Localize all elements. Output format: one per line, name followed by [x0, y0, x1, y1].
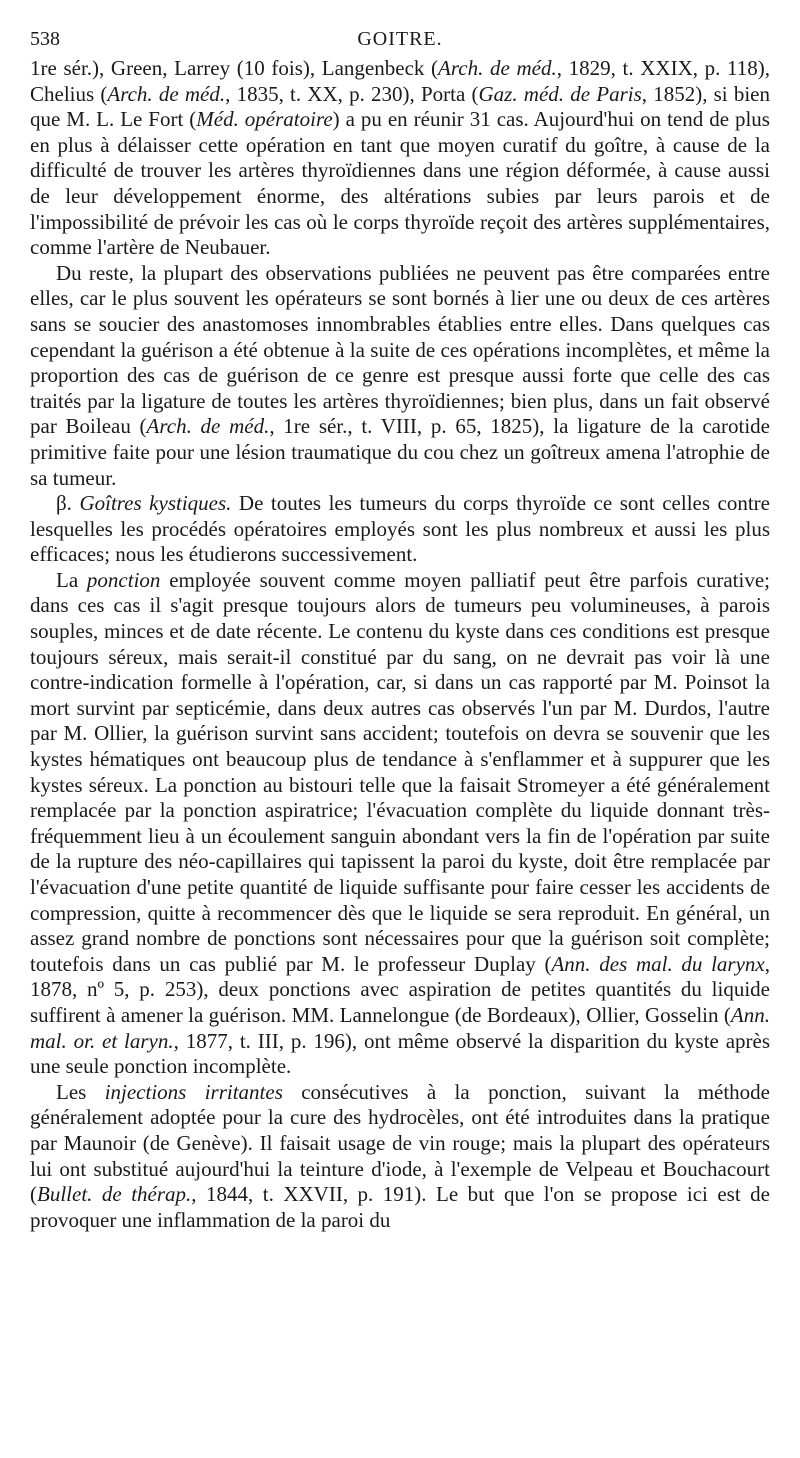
text-run: , 1829, t. XXIX, p. 118), Chelius (	[30, 56, 770, 106]
paragraph	[30, 261, 770, 491]
running-head	[30, 28, 770, 56]
text-run: 1re sér.), Green, Larrey (10 fois), Langenbeck (	[30, 56, 439, 80]
body-text	[30, 56, 770, 1233]
text-run: Du reste, la plupart des observations publiées ne peuvent pas être comparées entre elles, car le plus souvent les opérateurs se sont bornés à lier une ou deux de ces artères sans se soucier des anastomoses innombrables établies entre elles. Dans quelques cas cependant la guérison a été obtenue à la suite de ces opérations incomplètes, et même la proportion des cas de guérison de ce genre est presque aussi forte que celle des cas traités par la ligature de toutes les artères thyroïdiennes; bien plus, dans un fait observé par Boileau (	[30, 260, 770, 439]
text-run: β.	[56, 491, 80, 516]
text-run: Les	[56, 1079, 105, 1104]
book-page	[30, 28, 770, 1233]
italic-citation: Bullet. de thérap.	[37, 1182, 192, 1207]
italic-citation: Goîtres kystiques.	[79, 491, 232, 516]
text-run: , 1835, t. XX, p. 230), Porta (	[225, 81, 479, 106]
text-run: , 1re sér., t. VIII, p. 65, 1825), la ligature de la carotide primitive faite pour une lésion traumatique du cou chez un goîtreux amena l'atrophie de sa tumeur.	[30, 414, 770, 490]
italic-citation: Ann. mal. or. et laryn.	[30, 1002, 770, 1053]
text-run: consécutives à la ponction, suivant la méthode généralement adoptée pour la cure des hydrocèles, ont été introduites dans la pratique par Maunoir (de Genève). Il faisait usage de vin rouge; mais la plupart des opérateurs lui ont substitué aujourd'hui la teinture d'iode, à l'exemple de Velpeau et Bouchacourt (	[30, 1079, 771, 1207]
text-run: , 1878, nº 5, p. 253), deux ponctions avec aspiration de petites quantités du liquide suffirent à amener la guérison. MM. Lannelongue (de Bordeaux), Ollier, Gosselin (	[30, 951, 770, 1027]
page-number: 538	[30, 28, 60, 50]
italic-citation: injections irritantes	[104, 1079, 283, 1104]
text-run: ) a pu en réunir 31 cas. Aujourd'hui on tend de plus en plus à délaisser cette opération en tant que moyen curatif du goître, à cause de la difficulté de trouver les artères thyroïdiennes dans une région déformée, à cause aussi de leur développement énorme, des altérations subies par leurs parois et de l'impossibilité de prévoir les cas où le corps thyroïde reçoit des artères supplémentaires, comme l'artère de Neubauer.	[30, 107, 770, 260]
text-run: , 1852), si bien que M. L. Le Fort (	[30, 81, 770, 132]
italic-citation: Arch. de méd.	[438, 56, 557, 80]
italic-citation: ponction	[86, 567, 161, 592]
text-run: La	[56, 567, 87, 592]
paragraph	[30, 568, 770, 1080]
text-run: De toutes les tumeurs du corps thyroïde ce sont celles contre lesquelles les procédés opératoires employés sont les plus nombreux et aussi les plus efficaces; nous les étudierons successivement.	[30, 491, 770, 567]
italic-citation: Arch. de méd.	[146, 414, 270, 439]
paragraph	[30, 1080, 770, 1234]
italic-citation: Ann. des mal. du larynx	[551, 951, 765, 976]
text-run: employée souvent comme moyen palliatif peut être parfois curative; dans ces cas il s'agit presque toujours alors de tumeurs peu volumineuses, à parois souples, minces et de date récente. Le contenu du kyste dans ces conditions est presque toujours séreux, mais serait-il constitué par du sang, on ne devrait pas voir là une contre-indication formelle à l'opération, car, si dans un cas rapporté par M. Poinsot la mort survint par septicémie, dans deux autres cas observés l'un par M. Durdos, l'autre par M. Ollier, la guérison survint sans accident; toutefois on devra se souvenir que les kystes hématiques ont beaucoup plus de tendance à s'enflammer et à suppurer que les kystes séreux. La ponction au bistouri telle que la faisait Stromeyer a été généralement remplacée par la ponction aspiratrice; l'évacuation complète du liquide donnant très-fréquemment lieu à un écoulement sanguin abondant vers la fin de l'opération par suite de la rupture des néo-capillaires qui tapissent la paroi du kyste, doit être remplacée par l'évacuation d'une petite quantité de liquide suffisante pour faire cesser les accidents de compression, quitte à recommencer dès que le liquide se sera reproduit. En général, un assez grand nombre de ponctions sont nécessaires pour que la guérison soit complète; toutefois dans un cas publié par M. le professeur Duplay (	[30, 567, 770, 976]
italic-citation: Arch. de méd.	[107, 81, 226, 106]
italic-citation: Méd. opératoire	[196, 107, 333, 132]
italic-citation: Gaz. méd. de Paris	[478, 81, 642, 106]
text-run: , 1844, t. XXVII, p. 191). Le but que l'on se propose ici est de provoquer une inflammation de la paroi du	[30, 1182, 770, 1232]
paragraph	[30, 491, 770, 568]
paragraph	[30, 56, 770, 261]
running-title: GOITRE.	[357, 28, 443, 50]
text-run: , 1877, t. III, p. 196), ont même observé la disparition du kyste après une seule ponction incomplète.	[30, 1028, 771, 1079]
